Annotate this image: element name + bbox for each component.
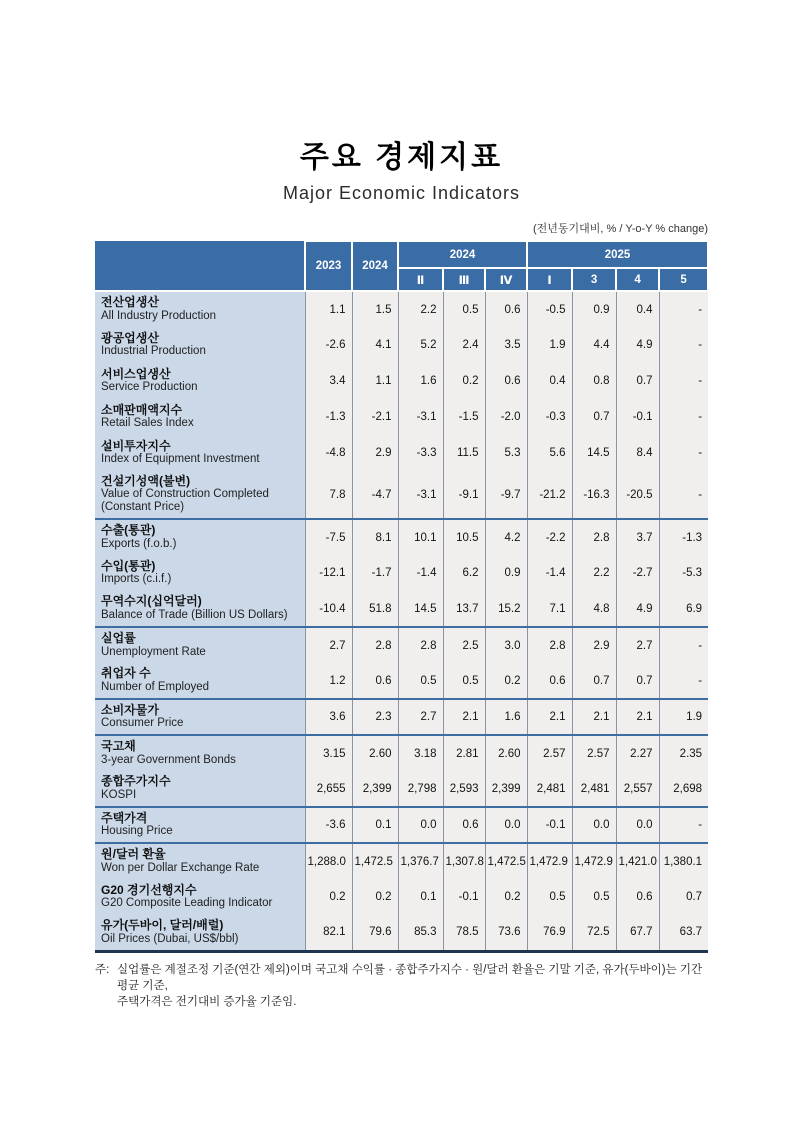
value-cell: -0.3 [527, 399, 572, 435]
header-col-2024: 2024 [352, 241, 398, 291]
header-col-2023: 2023 [305, 241, 352, 291]
value-cell: 4.1 [352, 327, 398, 363]
value-cell: 2.8 [527, 627, 572, 663]
header-group-2025: 2025 [527, 241, 708, 268]
value-cell: 2.8 [352, 627, 398, 663]
header-2024-q2: Ⅱ [398, 268, 443, 291]
value-cell: 10.5 [443, 519, 485, 555]
value-cell: -16.3 [572, 471, 616, 519]
indicator-name-en: Oil Prices (Dubai, US$/bbl) [101, 932, 239, 945]
indicator-name-ko: 국고채 [101, 739, 136, 754]
header-group-2024: 2024 [398, 241, 527, 268]
value-cell: 1,472.5 [352, 843, 398, 879]
value-cell: 4.8 [572, 591, 616, 627]
value-cell: 6.9 [659, 591, 708, 627]
table-row [95, 363, 708, 399]
indicator-label-cell [95, 735, 305, 771]
value-cell: 5.3 [485, 435, 527, 471]
table-row [95, 699, 708, 735]
value-cell: -21.2 [527, 471, 572, 519]
value-cell: 1,472.9 [527, 843, 572, 879]
indicator-name-ko: 실업률 [101, 631, 136, 646]
indicator-name-ko: 종합주가지수 [101, 774, 171, 789]
value-cell: -0.1 [443, 879, 485, 915]
value-cell: 3.7 [616, 519, 659, 555]
value-cell: 82.1 [305, 915, 352, 951]
footnote-line-2: 주택가격은 전기대비 증가율 기준임. [117, 995, 297, 1008]
value-cell: - [659, 327, 708, 363]
value-cell: 0.5 [443, 291, 485, 327]
value-cell: 0.6 [443, 807, 485, 843]
indicator-name-en: Consumer Price [101, 717, 184, 730]
value-cell: -3.1 [398, 471, 443, 519]
header-2025-m3: 3 [572, 268, 616, 291]
indicator-label-cell [95, 363, 305, 399]
value-cell: 13.7 [443, 591, 485, 627]
value-cell: -7.5 [305, 519, 352, 555]
header-2025-m5: 5 [659, 268, 708, 291]
value-cell: -2.7 [616, 555, 659, 591]
value-cell: -5.3 [659, 555, 708, 591]
value-cell: 0.4 [527, 363, 572, 399]
value-cell: - [659, 627, 708, 663]
indicator-label-cell [95, 843, 305, 879]
indicator-label-cell [95, 327, 305, 363]
indicator-name-en: Industrial Production [101, 345, 206, 358]
value-cell: 0.7 [659, 879, 708, 915]
table-row [95, 663, 708, 699]
value-cell: 0.5 [443, 663, 485, 699]
table-row [95, 555, 708, 591]
value-cell: 0.5 [398, 663, 443, 699]
value-cell: 1,380.1 [659, 843, 708, 879]
value-cell: -20.5 [616, 471, 659, 519]
footnote-line-1: 실업률은 계절조정 기준(연간 제외)이며 국고채 수익률 · 종합주가지수 · 원/달러 환율은 기말 기준, 유가(두바이)는 기간평균 기준, [117, 963, 703, 992]
value-cell: 1.9 [659, 699, 708, 735]
value-cell: 7.1 [527, 591, 572, 627]
value-cell: 0.2 [443, 363, 485, 399]
table-row [95, 627, 708, 663]
value-cell: -9.7 [485, 471, 527, 519]
indicator-name-en: Service Production [101, 381, 198, 394]
value-cell: 2.1 [616, 699, 659, 735]
value-cell: 78.5 [443, 915, 485, 951]
indicator-name-ko: 소비자물가 [101, 702, 159, 717]
indicator-name-ko: G20 경기선행지수 [101, 882, 197, 897]
indicators-table [95, 240, 709, 953]
value-cell: - [659, 399, 708, 435]
value-cell: 4.4 [572, 327, 616, 363]
value-cell: -0.1 [527, 807, 572, 843]
value-cell: 85.3 [398, 915, 443, 951]
value-cell: 0.1 [352, 807, 398, 843]
value-cell: 67.7 [616, 915, 659, 951]
value-cell: 2.9 [572, 627, 616, 663]
value-cell: -4.7 [352, 471, 398, 519]
value-cell: 14.5 [398, 591, 443, 627]
value-cell: - [659, 471, 708, 519]
value-cell: 76.9 [527, 915, 572, 951]
header-2024-q3: Ⅲ [443, 268, 485, 291]
value-cell: 63.7 [659, 915, 708, 951]
value-cell: -2.6 [305, 327, 352, 363]
value-cell: 2.7 [305, 627, 352, 663]
value-cell: -2.0 [485, 399, 527, 435]
value-cell: 0.0 [616, 807, 659, 843]
value-cell: -1.3 [659, 519, 708, 555]
value-cell: 0.6 [527, 663, 572, 699]
table-row [95, 519, 708, 555]
value-cell: 2.35 [659, 735, 708, 771]
value-cell: 1,288.0 [305, 843, 352, 879]
footnote [95, 962, 708, 1010]
indicator-label-cell [95, 471, 305, 519]
indicator-name-ko: 광공업생산 [101, 330, 159, 345]
table-row [95, 399, 708, 435]
value-cell: 0.7 [572, 399, 616, 435]
value-cell: - [659, 363, 708, 399]
value-cell: 2.3 [352, 699, 398, 735]
value-cell: - [659, 663, 708, 699]
value-cell: 2,399 [352, 771, 398, 807]
value-cell: -0.1 [616, 399, 659, 435]
unit-note: (전년동기대비, % / Y-o-Y % change) [532, 223, 708, 235]
table-row [95, 807, 708, 843]
value-cell: 79.6 [352, 915, 398, 951]
indicator-name-ko: 전산업생산 [101, 295, 159, 310]
table-row [95, 843, 708, 879]
indicator-label-cell [95, 591, 305, 627]
value-cell: -4.8 [305, 435, 352, 471]
indicator-name-ko: 서비스업생산 [101, 366, 171, 381]
value-cell: 3.4 [305, 363, 352, 399]
indicator-label-cell [95, 435, 305, 471]
value-cell: 4.2 [485, 519, 527, 555]
value-cell: 3.6 [305, 699, 352, 735]
value-cell: 2.60 [352, 735, 398, 771]
value-cell: 0.7 [616, 663, 659, 699]
value-cell: 0.0 [398, 807, 443, 843]
value-cell: -2.2 [527, 519, 572, 555]
indicator-label-cell [95, 771, 305, 807]
value-cell: 6.2 [443, 555, 485, 591]
value-cell: 0.6 [352, 663, 398, 699]
value-cell: 2.4 [443, 327, 485, 363]
value-cell: -2.1 [352, 399, 398, 435]
header-2024-q4: Ⅳ [485, 268, 527, 291]
indicator-name-en: Index of Equipment Investment [101, 453, 260, 466]
value-cell: -1.5 [443, 399, 485, 435]
indicator-name-en: All Industry Production [101, 309, 217, 322]
value-cell: 1,307.8 [443, 843, 485, 879]
indicator-name-en: Retail Sales Index [101, 417, 194, 430]
table-row [95, 591, 708, 627]
value-cell: 15.2 [485, 591, 527, 627]
value-cell: 2,655 [305, 771, 352, 807]
value-cell: 1.6 [485, 699, 527, 735]
value-cell: -12.1 [305, 555, 352, 591]
value-cell: 1,376.7 [398, 843, 443, 879]
value-cell: 1,472.5 [485, 843, 527, 879]
indicator-label-cell [95, 807, 305, 843]
value-cell: -3.3 [398, 435, 443, 471]
value-cell: 4.9 [616, 591, 659, 627]
indicator-name-ko: 유가(두바이, 달러/배럴) [101, 918, 224, 933]
value-cell: 10.1 [398, 519, 443, 555]
value-cell: 0.7 [616, 363, 659, 399]
value-cell: 1.6 [398, 363, 443, 399]
value-cell: 2.2 [398, 291, 443, 327]
indicator-label-cell [95, 663, 305, 699]
table-row [95, 327, 708, 363]
indicator-name-ko: 무역수지(십억달러) [101, 594, 202, 609]
value-cell: - [659, 435, 708, 471]
value-cell: -1.4 [398, 555, 443, 591]
table-row [95, 915, 708, 951]
table-body [95, 291, 708, 951]
footnote-text [117, 962, 708, 1010]
value-cell: 2,593 [443, 771, 485, 807]
indicator-label-cell [95, 555, 305, 591]
value-cell: 3.18 [398, 735, 443, 771]
indicator-name-ko: 소매판매액지수 [101, 402, 183, 417]
value-cell: -3.1 [398, 399, 443, 435]
table-row [95, 435, 708, 471]
value-cell: 1.1 [305, 291, 352, 327]
indicator-name-ko: 수출(통관) [101, 523, 156, 538]
value-cell: 2,481 [572, 771, 616, 807]
indicator-name-en: Imports (c.i.f.) [101, 573, 172, 586]
value-cell: 51.8 [352, 591, 398, 627]
value-cell: 0.8 [572, 363, 616, 399]
value-cell: 7.8 [305, 471, 352, 519]
table-row [95, 771, 708, 807]
value-cell: 1.1 [352, 363, 398, 399]
value-cell: 2,798 [398, 771, 443, 807]
value-cell: 8.4 [616, 435, 659, 471]
value-cell: -0.5 [527, 291, 572, 327]
value-cell: 1.9 [527, 327, 572, 363]
header-2025-q1: Ⅰ [527, 268, 572, 291]
value-cell: - [659, 807, 708, 843]
value-cell: 2,698 [659, 771, 708, 807]
indicator-name-en: KOSPI [101, 788, 137, 801]
value-cell: 2.60 [485, 735, 527, 771]
value-cell: 0.4 [616, 291, 659, 327]
value-cell: 0.5 [527, 879, 572, 915]
value-cell: -1.7 [352, 555, 398, 591]
indicator-label-cell [95, 519, 305, 555]
indicator-label-cell [95, 879, 305, 915]
value-cell: 2.57 [572, 735, 616, 771]
page-title: 주요 경제지표 [299, 141, 504, 174]
value-cell: 2.57 [527, 735, 572, 771]
value-cell: 2.8 [572, 519, 616, 555]
value-cell: 0.1 [398, 879, 443, 915]
indicator-name-en: Number of Employed [101, 680, 210, 693]
indicator-name-ko: 취업자 수 [101, 666, 151, 681]
value-cell: 0.6 [616, 879, 659, 915]
table-row [95, 291, 708, 327]
value-cell: 0.2 [485, 879, 527, 915]
value-cell: 0.6 [485, 363, 527, 399]
indicator-name-en: Exports (f.o.b.) [101, 537, 177, 550]
value-cell: 0.2 [485, 663, 527, 699]
value-cell: 2,557 [616, 771, 659, 807]
indicator-name-en: Unemployment Rate [101, 645, 206, 658]
value-cell: 0.2 [352, 879, 398, 915]
indicator-label-cell [95, 915, 305, 951]
value-cell: 8.1 [352, 519, 398, 555]
indicator-name-en: G20 Composite Leading Indicator [101, 897, 273, 910]
value-cell: -10.4 [305, 591, 352, 627]
value-cell: 14.5 [572, 435, 616, 471]
value-cell: 2.81 [443, 735, 485, 771]
value-cell: 2,399 [485, 771, 527, 807]
indicator-label-cell [95, 627, 305, 663]
table-row [95, 471, 708, 519]
indicator-name-en: Won per Dollar Exchange Rate [101, 861, 260, 874]
value-cell: -1.3 [305, 399, 352, 435]
value-cell: 2.27 [616, 735, 659, 771]
value-cell: 0.9 [485, 555, 527, 591]
indicator-name-ko: 건설기성액(불변) [101, 473, 191, 488]
value-cell: 11.5 [443, 435, 485, 471]
indicator-name-ko: 주택가격 [101, 810, 148, 825]
value-cell: 3.15 [305, 735, 352, 771]
value-cell: 5.6 [527, 435, 572, 471]
indicator-name-ko: 수입(통관) [101, 558, 156, 573]
value-cell: 1,472.9 [572, 843, 616, 879]
value-cell: 3.0 [485, 627, 527, 663]
value-cell: 0.0 [572, 807, 616, 843]
value-cell: - [659, 291, 708, 327]
value-cell: 0.7 [572, 663, 616, 699]
indicator-name-en: 3-year Government Bonds [101, 753, 236, 766]
table-row [95, 735, 708, 771]
indicator-name-en: Balance of Trade (Billion US Dollars) [101, 608, 288, 621]
value-cell: 2.9 [352, 435, 398, 471]
indicator-name-en: Value of Construction Completed (Constant Price) [101, 488, 269, 514]
value-cell: 0.6 [485, 291, 527, 327]
indicator-name-ko: 원/달러 환율 [101, 847, 166, 862]
document-sheet [95, 0, 708, 1010]
value-cell: 2.8 [398, 627, 443, 663]
value-cell: 0.0 [485, 807, 527, 843]
value-cell: -9.1 [443, 471, 485, 519]
table-row [95, 879, 708, 915]
value-cell: -1.4 [527, 555, 572, 591]
value-cell: 0.9 [572, 291, 616, 327]
value-cell: 1.5 [352, 291, 398, 327]
value-cell: 2.7 [398, 699, 443, 735]
value-cell: 5.2 [398, 327, 443, 363]
value-cell: 73.6 [485, 915, 527, 951]
value-cell: 2.7 [616, 627, 659, 663]
value-cell: 1.2 [305, 663, 352, 699]
value-cell: 72.5 [572, 915, 616, 951]
value-cell: 4.9 [616, 327, 659, 363]
value-cell: 2.2 [572, 555, 616, 591]
indicator-label-cell [95, 699, 305, 735]
value-cell: 2.5 [443, 627, 485, 663]
indicator-name-ko: 설비투자지수 [101, 438, 171, 453]
table-header [95, 241, 708, 291]
header-corner-cell [95, 241, 305, 291]
value-cell: 3.5 [485, 327, 527, 363]
value-cell: 0.5 [572, 879, 616, 915]
value-cell: 2,481 [527, 771, 572, 807]
indicator-label-cell [95, 291, 305, 327]
indicator-label-cell [95, 399, 305, 435]
header-2025-m4: 4 [616, 268, 659, 291]
value-cell: 2.1 [572, 699, 616, 735]
value-cell: 2.1 [527, 699, 572, 735]
value-cell: -3.6 [305, 807, 352, 843]
value-cell: 2.1 [443, 699, 485, 735]
indicator-name-en: Housing Price [101, 825, 173, 838]
footnote-prefix: 주: [95, 963, 110, 976]
value-cell: 1,421.0 [616, 843, 659, 879]
page-subtitle: Major Economic Indicators [282, 183, 521, 203]
value-cell: 0.2 [305, 879, 352, 915]
